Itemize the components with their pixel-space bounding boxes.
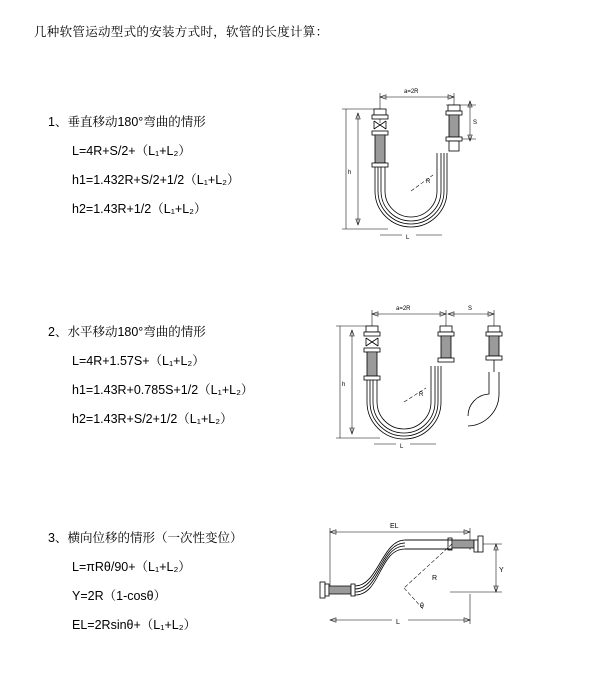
figure-2-dim-top: a=2R [396, 306, 411, 312]
figure-3-label-l: L [396, 619, 400, 626]
figure-2-dim-top-right: S [468, 306, 473, 312]
section-1-title: 1、垂直移动180°弯曲的情形 [48, 115, 206, 129]
figure-3-dim-top: EL [390, 523, 399, 530]
figure-1-dim-h: h [348, 170, 352, 176]
section-3-title: 3、横向位移的情形（一次性变位） [48, 531, 243, 545]
section-1-text [48, 112, 298, 228]
figure-2-label-l: L [400, 444, 404, 450]
section-3-formula-1: L=πRθ/90+（L₁+L₂） [72, 560, 191, 574]
section-1-formula-2: h1=1.432R+S/2+1/2（L₁+L₂） [72, 173, 240, 187]
figure-lateral-offset [300, 514, 580, 654]
figure-1-label-l: L [406, 235, 410, 241]
section-3-text [48, 528, 298, 644]
section-2-formula-2: h1=1.43R+0.785S+1/2（L₁+L₂） [72, 383, 254, 397]
figure-vertical-180 [318, 79, 578, 269]
figure-1-label-r: R [426, 179, 431, 185]
section-2-formula-1: L=4R+1.57S+（L₁+L₂） [72, 354, 205, 368]
section-1-formula-3: h2=1.43R+1/2（L₁+L₂） [72, 202, 207, 216]
section-3-formula-2: Y=2R（1-cosθ） [72, 589, 167, 603]
page-title: 几种软管运动型式的安装方式时，软管的长度计算： [34, 25, 329, 39]
section-2-text [48, 322, 298, 438]
figure-horizontal-180 [318, 298, 578, 478]
section-2-title: 2、水平移动180°弯曲的情形 [48, 325, 206, 339]
section-1-formula-1: L=4R+S/2+（L₁+L₂） [72, 144, 191, 158]
figure-3-dim-right: Y [499, 567, 504, 574]
figure-3-label-r: R [432, 575, 438, 582]
figure-3-label-theta: θ [420, 603, 424, 610]
section-2-formula-3: h2=1.43R+S/2+1/2（L₁+L₂） [72, 412, 233, 426]
figure-2-label-r: R [419, 392, 424, 398]
figure-1-dim-top: a=2R [404, 89, 419, 95]
section-3-formula-3: EL=2Rsinθ+（L₁+L₂） [72, 618, 197, 632]
figure-1-dim-right: S [473, 120, 478, 126]
figure-2-dim-h: h [342, 382, 346, 388]
